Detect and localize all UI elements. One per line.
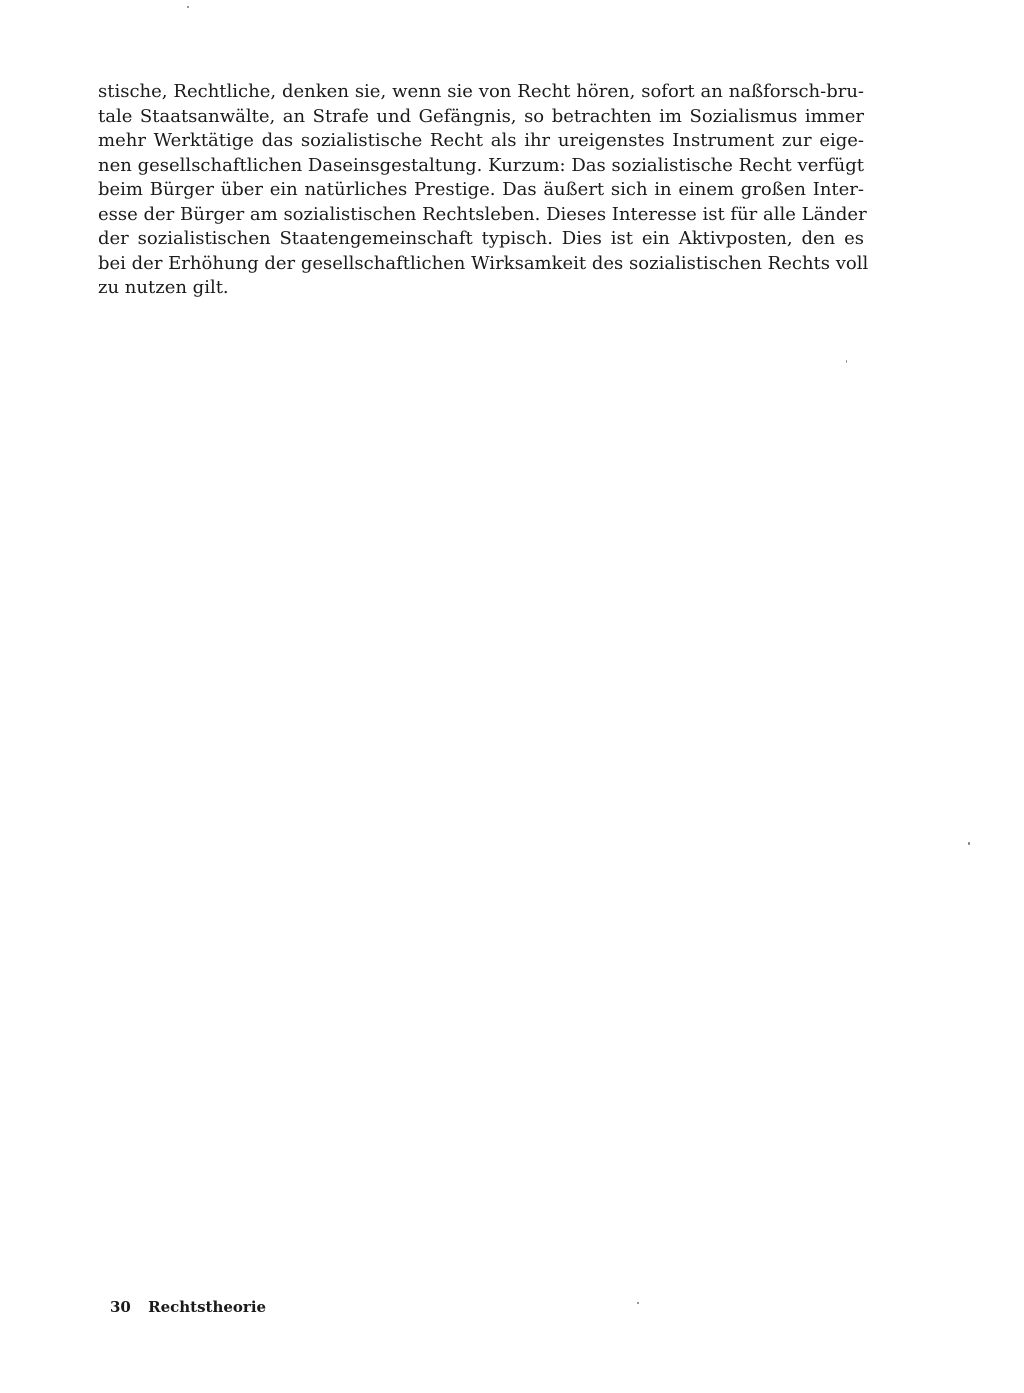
scan-speck: [637, 1302, 639, 1304]
text-line: nen gesellschaftlichen Daseinsgestaltung. Kurzum: Das sozialistische Recht verfügt: [98, 154, 864, 176]
page-number: 30: [110, 1298, 131, 1316]
text-line: bei der Erhöhung der gesellschaftlichen Wirksamkeit des sozialistischen Rechts voll: [98, 252, 869, 274]
scan-speck: [846, 360, 847, 363]
text-line: zu nutzen gilt.: [98, 277, 229, 298]
running-title: Rechtstheorie: [148, 1298, 267, 1316]
text-line: der sozialistischen Staatengemeinschaft typisch. Dies ist ein Aktivposten, den es: [98, 228, 864, 249]
text-line: esse der Bürger am sozialistischen Rechtsleben. Dieses Interesse ist für alle Länder: [98, 203, 867, 225]
text-line: tale Staatsanwälte, an Strafe und Gefängnis, so betrachten im Sozialismus immer: [98, 105, 864, 127]
scan-speck: [187, 6, 189, 8]
text-line: stische, Rechtliche, denken sie, wenn sie von Recht hören, sofort an naßforsch-bru-: [98, 81, 864, 102]
page-footer: [110, 1298, 266, 1316]
scan-speck: [968, 842, 970, 845]
text-line: beim Bürger über ein natürliches Prestige. Das äußert sich in einem großen Inter-: [98, 179, 864, 200]
body-text: [98, 80, 869, 301]
text-line: mehr Werktätige das sozialistische Recht als ihr ureigenstes Instrument zur eige-: [98, 130, 864, 151]
